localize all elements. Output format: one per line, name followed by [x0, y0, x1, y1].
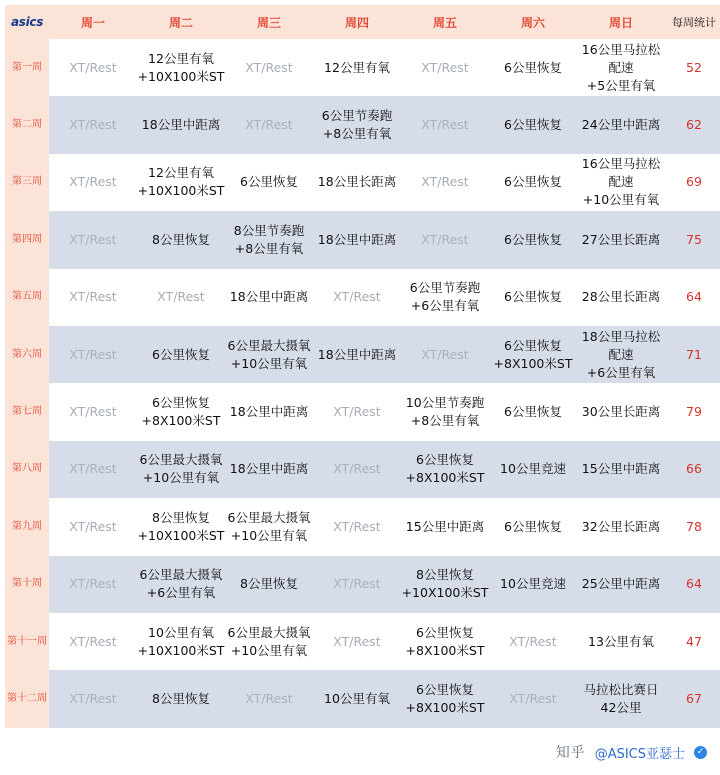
workout-line: 6公里恢复: [504, 174, 562, 190]
workout-line: 12公里有氧: [148, 50, 214, 66]
week-label: 第十二周: [5, 670, 49, 727]
workout-cell: [489, 96, 577, 153]
week-row: [5, 39, 720, 96]
weekly-total: 66: [665, 441, 720, 498]
workout-line: 32公里长距离: [581, 518, 661, 534]
workout-cell: [137, 211, 225, 268]
workout-line: XT/Rest: [69, 690, 117, 706]
week-row: [5, 96, 720, 153]
workout-cell: [401, 96, 489, 153]
workout-line: XT/Rest: [333, 633, 381, 649]
workout-line: +10X100米ST: [137, 642, 225, 658]
workout-cell: [137, 96, 225, 153]
workout-line: XT/Rest: [245, 117, 293, 133]
week-row: [5, 670, 720, 727]
workout-line: 6公里恢复: [504, 117, 562, 133]
workout-line: 10公里竞速: [500, 461, 566, 477]
workout-cell: [401, 383, 489, 440]
header-weekly-stat: 每周统计: [665, 5, 720, 39]
week-row: [5, 154, 720, 211]
week-label: 第六周: [5, 326, 49, 383]
weekly-total: 67: [665, 670, 720, 727]
weekly-total: 78: [665, 498, 720, 555]
workout-line: 6公里恢复: [504, 518, 562, 534]
workout-cell: [401, 670, 489, 727]
workout-line: 6公里恢复: [504, 337, 562, 353]
workout-cell: [225, 211, 313, 268]
workout-cell: [49, 670, 137, 727]
workout-line: 配速: [608, 174, 634, 190]
workout-cell: [225, 39, 313, 96]
workout-line: XT/Rest: [69, 404, 117, 420]
workout-line: 6公里恢复: [504, 231, 562, 247]
workout-line: 8公里恢复: [152, 690, 210, 706]
workout-line: 6公里最大摄氧: [139, 567, 223, 583]
header-day: 周六: [489, 5, 577, 39]
workout-line: XT/Rest: [421, 59, 469, 75]
workout-line: 42公里: [600, 699, 642, 715]
workout-cell: [225, 613, 313, 670]
workout-line: XT/Rest: [333, 461, 381, 477]
workout-cell: [49, 154, 137, 211]
workout-line: XT/Rest: [421, 117, 469, 133]
workout-line: +6公里有氧: [410, 298, 480, 314]
workout-cell: [577, 39, 665, 96]
workout-line: 6公里恢复: [240, 174, 298, 190]
workout-line: 10公里有氧: [324, 690, 390, 706]
workout-line: 6公里最大摄氧: [227, 337, 311, 353]
workout-line: XT/Rest: [509, 690, 557, 706]
workout-cell: [49, 383, 137, 440]
workout-cell: [225, 498, 313, 555]
workout-line: XT/Rest: [421, 346, 469, 362]
workout-cell: [577, 269, 665, 326]
workout-line: 配速: [608, 59, 634, 75]
workout-line: +10X100米ST: [401, 585, 489, 601]
week-label: 第二周: [5, 96, 49, 153]
workout-cell: [577, 154, 665, 211]
workout-line: 6公里恢复: [152, 346, 210, 362]
training-plan-table: [5, 5, 720, 728]
workout-line: XT/Rest: [69, 117, 117, 133]
workout-cell: [137, 154, 225, 211]
workout-line: 10公里节奏跑: [405, 395, 485, 411]
workout-cell: [137, 441, 225, 498]
workout-line: +8X100米ST: [405, 470, 485, 486]
workout-line: XT/Rest: [245, 59, 293, 75]
workout-cell: [489, 326, 577, 383]
workout-line: 18公里中距离: [229, 461, 309, 477]
workout-line: 8公里节奏跑: [233, 222, 305, 238]
workout-cell: [313, 211, 401, 268]
workout-cell: [137, 383, 225, 440]
workout-cell: [137, 556, 225, 613]
header-day: 周三: [225, 5, 313, 39]
workout-line: XT/Rest: [69, 633, 117, 649]
header-row: [5, 5, 720, 39]
workout-line: 马拉松比赛日: [583, 681, 659, 697]
workout-line: 8公里恢复: [416, 567, 474, 583]
workout-line: 8公里恢复: [152, 231, 210, 247]
workout-cell: [401, 154, 489, 211]
week-row: [5, 498, 720, 555]
workout-cell: [313, 441, 401, 498]
workout-line: 配速: [608, 346, 634, 362]
workout-line: +8公里有氧: [410, 413, 480, 429]
header-day: 周一: [49, 5, 137, 39]
workout-line: 25公里中距离: [581, 576, 661, 592]
workout-cell: [489, 498, 577, 555]
weekly-total: 71: [665, 326, 720, 383]
workout-cell: [401, 441, 489, 498]
week-label: 第十周: [5, 556, 49, 613]
workout-line: +10公里有氧: [582, 192, 660, 208]
workout-line: 6公里节奏跑: [409, 280, 481, 296]
weekly-total: 79: [665, 383, 720, 440]
workout-line: 8公里恢复: [240, 576, 298, 592]
workout-line: 15公里中距离: [581, 461, 661, 477]
workout-line: +10公里有氧: [230, 527, 308, 543]
workout-line: 6公里恢复: [416, 452, 474, 468]
workout-line: XT/Rest: [69, 289, 117, 305]
week-label: 第四周: [5, 211, 49, 268]
workout-line: 6公里最大摄氧: [227, 624, 311, 640]
week-row: [5, 326, 720, 383]
workout-cell: [577, 670, 665, 727]
workout-cell: [225, 556, 313, 613]
workout-line: 13公里有氧: [588, 633, 654, 649]
workout-cell: [577, 326, 665, 383]
week-row: [5, 269, 720, 326]
workout-line: +10公里有氧: [230, 355, 308, 371]
workout-line: 18公里马拉松: [581, 328, 661, 344]
workout-cell: [489, 556, 577, 613]
workout-line: 16公里马拉松: [581, 41, 661, 57]
workout-cell: [489, 441, 577, 498]
workout-cell: [489, 613, 577, 670]
workout-line: 6公里恢复: [416, 624, 474, 640]
workout-cell: [137, 670, 225, 727]
weekly-total: 47: [665, 613, 720, 670]
workout-cell: [225, 326, 313, 383]
workout-line: XT/Rest: [333, 518, 381, 534]
training-plan-sheet: [5, 5, 716, 762]
workout-line: +8X100米ST: [493, 355, 573, 371]
workout-cell: [313, 39, 401, 96]
workout-cell: [49, 556, 137, 613]
workout-cell: [313, 670, 401, 727]
workout-cell: [137, 613, 225, 670]
workout-cell: [313, 613, 401, 670]
workout-line: +8X100米ST: [141, 413, 221, 429]
workout-line: 24公里中距离: [581, 117, 661, 133]
workout-cell: [401, 269, 489, 326]
workout-cell: [401, 211, 489, 268]
week-row: [5, 383, 720, 440]
week-label: 第一周: [5, 39, 49, 96]
workout-cell: [401, 498, 489, 555]
week-row: [5, 613, 720, 670]
workout-line: XT/Rest: [69, 518, 117, 534]
workout-line: 27公里长距离: [581, 231, 661, 247]
workout-cell: [489, 269, 577, 326]
workout-line: XT/Rest: [333, 404, 381, 420]
weekly-total: 52: [665, 39, 720, 96]
workout-cell: [225, 670, 313, 727]
header-day: 周四: [313, 5, 401, 39]
workout-cell: [49, 269, 137, 326]
workout-line: 10公里有氧: [148, 624, 214, 640]
workout-line: +8X100米ST: [405, 699, 485, 715]
workout-cell: [225, 383, 313, 440]
workout-cell: [313, 556, 401, 613]
workout-cell: [577, 441, 665, 498]
workout-line: +10X100米ST: [137, 183, 225, 199]
plan-body: [5, 39, 720, 728]
workout-cell: [489, 211, 577, 268]
workout-line: +5公里有氧: [586, 77, 656, 93]
workout-line: XT/Rest: [421, 174, 469, 190]
workout-line: +6公里有氧: [146, 585, 216, 601]
week-row: [5, 211, 720, 268]
workout-cell: [401, 326, 489, 383]
weekly-total: 69: [665, 154, 720, 211]
workout-cell: [313, 326, 401, 383]
week-row: [5, 441, 720, 498]
workout-cell: [489, 383, 577, 440]
workout-cell: [49, 39, 137, 96]
header-day: 周五: [401, 5, 489, 39]
weekly-total: 64: [665, 556, 720, 613]
workout-cell: [49, 326, 137, 383]
zhihu-logo: 知乎: [555, 745, 586, 761]
workout-cell: [577, 383, 665, 440]
week-label: 第八周: [5, 441, 49, 498]
workout-cell: [313, 498, 401, 555]
workout-line: 10公里竞速: [500, 576, 566, 592]
workout-line: XT/Rest: [69, 174, 117, 190]
workout-line: 8公里恢复: [152, 509, 210, 525]
workout-cell: [577, 498, 665, 555]
weekly-total: 75: [665, 211, 720, 268]
workout-line: 30公里长距离: [581, 404, 661, 420]
workout-cell: [401, 613, 489, 670]
watermark-author: @ASICS亚瑟士: [592, 743, 688, 762]
workout-line: 18公里中距离: [229, 289, 309, 305]
asics-logo: [5, 5, 49, 39]
workout-line: 6公里恢复: [152, 395, 210, 411]
workout-line: XT/Rest: [69, 461, 117, 477]
workout-line: 12公里有氧: [148, 165, 214, 181]
workout-line: 18公里中距离: [317, 346, 397, 362]
workout-cell: [489, 39, 577, 96]
workout-line: XT/Rest: [69, 346, 117, 362]
workout-line: 18公里中距离: [229, 404, 309, 420]
workout-cell: [49, 96, 137, 153]
workout-line: 16公里马拉松: [581, 156, 661, 172]
week-label: 第三周: [5, 154, 49, 211]
workout-line: XT/Rest: [421, 231, 469, 247]
workout-cell: [313, 383, 401, 440]
workout-line: 15公里中距离: [405, 518, 485, 534]
workout-line: +10公里有氧: [142, 470, 220, 486]
watermark: [556, 742, 707, 762]
workout-line: XT/Rest: [69, 576, 117, 592]
workout-line: 18公里中距离: [141, 117, 221, 133]
workout-line: 12公里有氧: [324, 59, 390, 75]
workout-cell: [49, 211, 137, 268]
workout-cell: [137, 498, 225, 555]
workout-cell: [49, 441, 137, 498]
week-label: 第五周: [5, 269, 49, 326]
workout-line: 6公里最大摄氧: [139, 452, 223, 468]
weekly-total: 64: [665, 269, 720, 326]
workout-line: XT/Rest: [69, 231, 117, 247]
workout-cell: [401, 556, 489, 613]
workout-cell: [225, 96, 313, 153]
workout-line: +10X100米ST: [137, 527, 225, 543]
asics-logo-mark: asics: [10, 15, 44, 29]
workout-cell: [577, 556, 665, 613]
week-label: 第九周: [5, 498, 49, 555]
workout-line: XT/Rest: [333, 289, 381, 305]
workout-cell: [401, 39, 489, 96]
workout-cell: [313, 96, 401, 153]
workout-line: 6公里恢复: [504, 289, 562, 305]
workout-cell: [137, 39, 225, 96]
workout-cell: [137, 269, 225, 326]
week-row: [5, 556, 720, 613]
week-label: 第十一周: [5, 613, 49, 670]
workout-line: +6公里有氧: [586, 364, 656, 380]
header-day: 周日: [577, 5, 665, 39]
workout-line: 18公里中距离: [317, 231, 397, 247]
workout-line: 6公里恢复: [504, 404, 562, 420]
workout-cell: [49, 498, 137, 555]
workout-cell: [489, 154, 577, 211]
workout-cell: [313, 269, 401, 326]
workout-line: XT/Rest: [69, 59, 117, 75]
header-day: 周二: [137, 5, 225, 39]
workout-line: +8X100米ST: [405, 642, 485, 658]
workout-line: 6公里恢复: [504, 59, 562, 75]
weekly-total: 62: [665, 96, 720, 153]
workout-line: 6公里恢复: [416, 681, 474, 697]
workout-cell: [137, 326, 225, 383]
workout-line: 18公里长距离: [317, 174, 397, 190]
workout-line: XT/Rest: [245, 690, 293, 706]
workout-line: 6公里最大摄氧: [227, 509, 311, 525]
workout-line: 28公里长距离: [581, 289, 661, 305]
workout-line: XT/Rest: [333, 576, 381, 592]
week-label: 第七周: [5, 383, 49, 440]
workout-cell: [489, 670, 577, 727]
workout-line: XT/Rest: [157, 289, 205, 305]
workout-line: +10公里有氧: [230, 642, 308, 658]
workout-cell: [577, 96, 665, 153]
workout-cell: [225, 154, 313, 211]
workout-cell: [577, 613, 665, 670]
workout-line: 6公里节奏跑: [321, 108, 393, 124]
workout-cell: [225, 441, 313, 498]
workout-cell: [225, 269, 313, 326]
workout-line: XT/Rest: [509, 633, 557, 649]
workout-cell: [313, 154, 401, 211]
workout-cell: [577, 211, 665, 268]
verified-icon: ✓: [694, 746, 707, 759]
workout-line: +10X100米ST: [137, 68, 225, 84]
workout-cell: [49, 613, 137, 670]
workout-line: +8公里有氧: [322, 126, 392, 142]
workout-line: +8公里有氧: [234, 240, 304, 256]
